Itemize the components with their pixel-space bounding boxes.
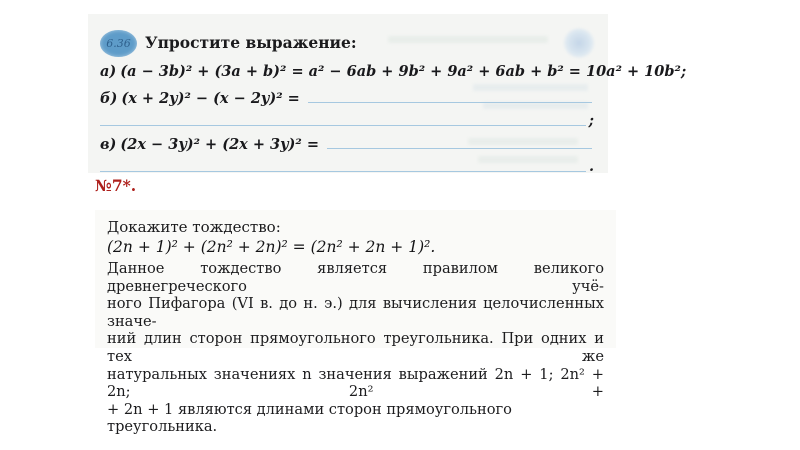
answer-continuation-row <box>100 158 594 175</box>
paragraph-line: ного Пифагора (VI в. до н. э.) для вычисления целочисленных значе- <box>107 295 604 330</box>
equation-text: (2x − 3y)² + (2x + 3y)² = <box>120 136 319 153</box>
identity-paragraph <box>107 260 604 436</box>
exercise-title: Упростите выражение: <box>145 33 357 52</box>
answer-line <box>100 111 586 126</box>
equation-label: б) <box>100 90 118 107</box>
problem-number-label: №7*. <box>95 176 137 195</box>
answer-line <box>308 89 592 103</box>
equation-text: (x + 2y)² − (x − 2y)² = <box>121 90 300 107</box>
equation-row-b <box>100 89 592 107</box>
equation-label: а) <box>100 63 117 80</box>
answer-continuation-row <box>100 112 594 129</box>
equation-label: в) <box>100 136 117 153</box>
paragraph-line: Данное тождество является правилом великого древнегреческого учё- <box>107 260 604 295</box>
equation-text: (a − 3b)² + (3a + b)² = a² − 6ab + 9b² + 9a² + 6ab + b² = 10a² + 10b²; <box>120 63 687 80</box>
identity-box <box>95 210 616 436</box>
paragraph-line: + 2n + 1 являются длинами сторон прямоугольного треугольника. <box>107 400 512 436</box>
answer-line <box>327 135 592 149</box>
identity-formula: (2n + 1)² + (2n² + 2n)² = (2n² + 2n + 1)². <box>107 238 436 256</box>
identity-title: Докажите тождество: <box>107 218 281 236</box>
paragraph-line: ний длин сторон прямоугольного треугольника. При одних и тех же <box>107 330 604 365</box>
ghost-text-line <box>388 36 548 43</box>
exercise-number: 6.36 <box>106 37 131 50</box>
ghost-ink-blob <box>563 28 595 58</box>
answer-line <box>100 157 586 172</box>
terminator: . <box>588 158 594 175</box>
worksheet-box <box>88 14 687 175</box>
terminator: ; <box>588 112 594 129</box>
exercise-number-badge <box>100 30 137 57</box>
equation-row-a <box>100 63 687 80</box>
equation-row-v <box>100 135 592 153</box>
paragraph-line: натуральных значениях n значения выражений 2n + 1; 2n² + 2n; 2n² + <box>107 365 604 401</box>
